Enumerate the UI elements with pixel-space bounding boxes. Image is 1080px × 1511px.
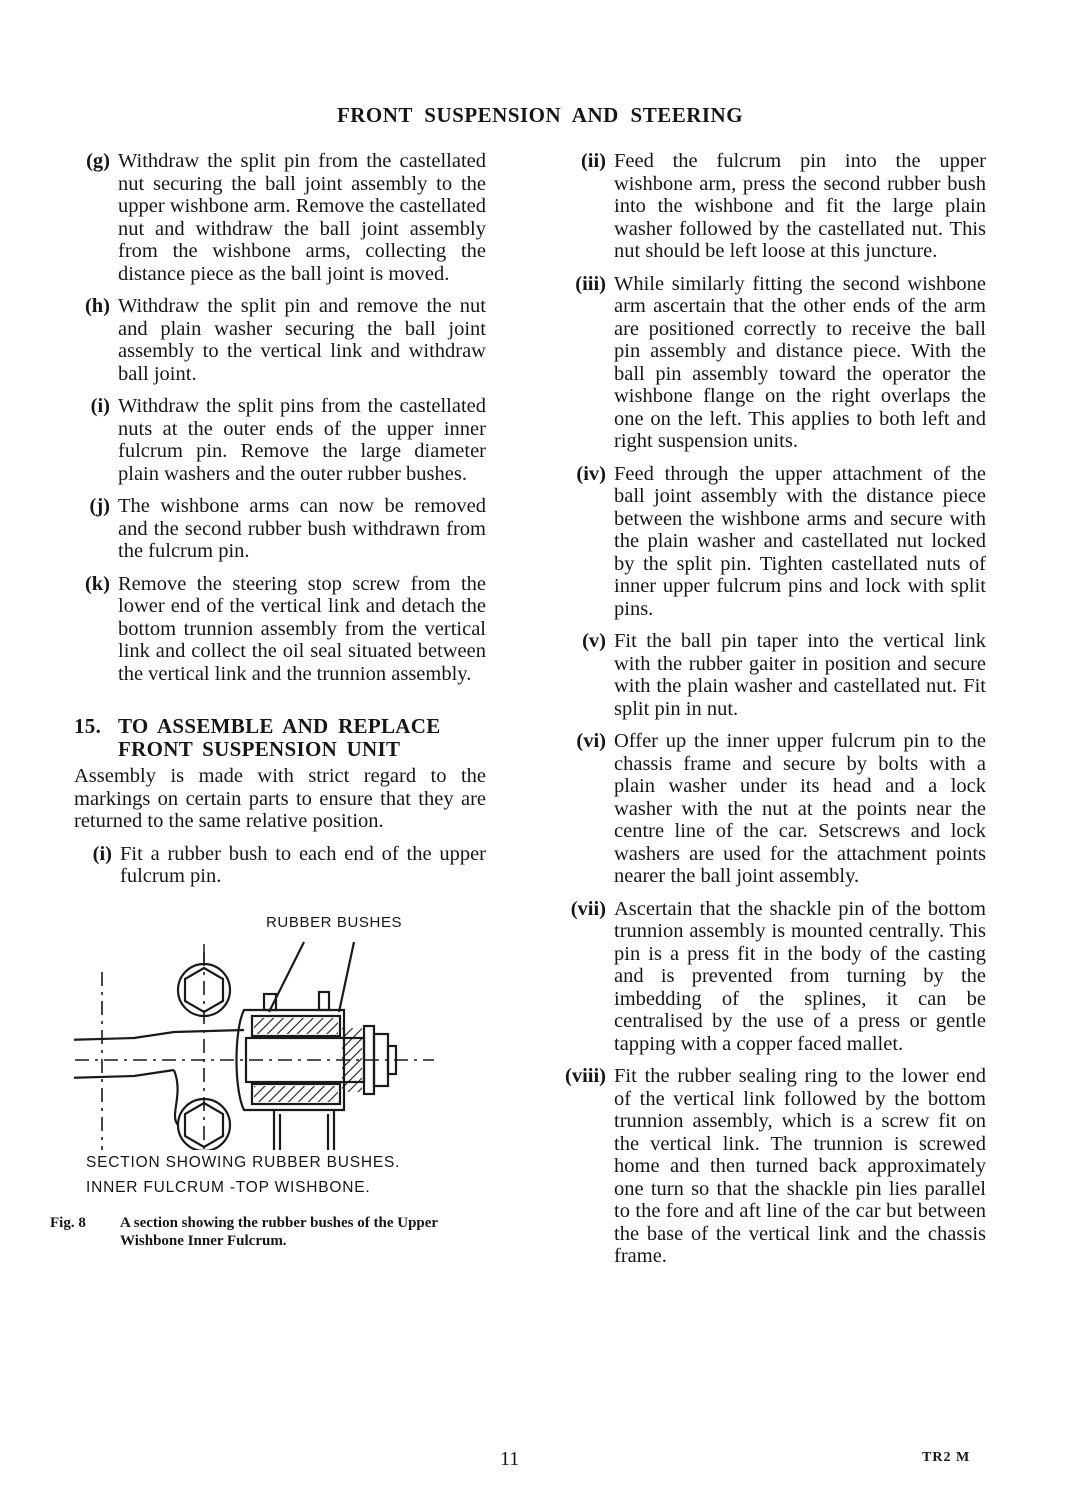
step-assemble-i <box>74 843 486 888</box>
step-label: (h) <box>84 295 110 317</box>
step-label: (iii) <box>575 272 606 295</box>
step-j <box>56 495 486 563</box>
step-h <box>56 295 486 385</box>
step-text: Withdraw the split pin from the castellated nut securing the ball joint assembly to the upper wishbone arm. Remove the castellated nut and withdraw the ball joint assembly from the wishbone arms, collecting the distance piece as the ball joint is moved. <box>118 150 486 285</box>
step-text: Fit the rubber sealing ring to the lower end of the vertical link followed by the bottom trunnion assembly, which is a screw fit on the vertical link. The trunnion is screwed home and then turned back approximately one turn so that the shackle pin lies parallel to the fore and aft line of the car but between the base of the vertical link and the chassis frame. <box>614 1065 986 1267</box>
step-g <box>56 150 486 285</box>
step-label: (i) <box>90 395 110 417</box>
step-vi <box>540 730 986 888</box>
step-k <box>56 573 486 686</box>
step-text: Withdraw the split pin and remove the nut and plain washer securing the ball joint assembly to the vertical link and withdraw ball joint. <box>118 295 486 385</box>
document-code: TR2 M <box>922 1450 971 1465</box>
step-text: Fit the ball pin taper into the vertical link with the rubber gaiter in position and secure with the plain washer and castellated nut. Fit split pin in nut. <box>614 630 986 720</box>
caption-line-1: SECTION SHOWING RUBBER BUSHES. <box>86 1153 401 1171</box>
right-column <box>540 150 986 1278</box>
fulcrum-section-drawing <box>74 900 494 1150</box>
figure-caption <box>86 1150 486 1200</box>
step-vii <box>540 898 986 1056</box>
step-viii <box>540 1065 986 1268</box>
section-number: 15. <box>74 714 102 738</box>
step-text: Withdraw the split pins from the castellated nuts at the outer ends of the upper inner fulcrum pin. Remove the large diameter plain washers and the outer rubber bushes. <box>118 395 486 485</box>
section-heading <box>74 715 486 761</box>
callout-label: RUBBER BUSHES <box>266 913 403 931</box>
step-text: Feed through the upper attachment of the ball joint assembly with the distance piece between the wishbone arms and secure with the plain washer and castellated nut locked by the split pin. Tighten castellated nuts of inner upper fulcrum pins and lock with split pins. <box>614 462 986 620</box>
step-i <box>56 395 486 485</box>
step-text: The wishbone arms can now be removed and the second rubber bush withdrawn from the fulcrum pin. <box>118 495 486 562</box>
step-iii <box>540 273 986 453</box>
step-text: Fit a rubber bush to each end of the upper fulcrum pin. <box>120 842 486 887</box>
step-iv <box>540 463 986 621</box>
step-label: (iv) <box>576 462 606 485</box>
step-v <box>540 630 986 720</box>
step-label: (viii) <box>565 1065 606 1087</box>
page-title: FRONT SUSPENSION AND STEERING <box>336 103 744 127</box>
caption-line-2: INNER FULCRUM -TOP WISHBONE. <box>86 1178 371 1196</box>
page-number: 11 <box>500 1448 520 1470</box>
section-intro: Assembly is made with strict regard to the markings on certain parts to ensure that they are returned to the same relative position. <box>74 765 486 832</box>
step-label: (vi) <box>576 730 606 752</box>
figure-8 <box>74 900 486 1150</box>
step-ii <box>540 150 986 263</box>
step-label: (ii) <box>580 150 606 172</box>
step-text: Ascertain that the shackle pin of the bottom trunnion assembly is mounted centrally. This pin is a press fit in the body of the casting and is prevented from turning by the imbedding of the splines, it can be centralised by the use of a press or gentle tapping with a copper faced mallet. <box>614 897 986 1055</box>
section-title: TO ASSEMBLE AND REPLACE FRONT SUSPENSION UNIT <box>118 714 441 761</box>
step-label: (g) <box>86 150 110 172</box>
step-label: (j) <box>89 495 110 517</box>
step-label: (k) <box>84 572 110 595</box>
assembly-section <box>50 714 486 1250</box>
step-text: Feed the fulcrum pin into the upper wishbone arm, press the second rubber bush into the wishbone and fit the large plain washer followed by the castellated nut. This nut should be left loose at this juncture. <box>614 150 986 262</box>
step-label: (vii) <box>570 897 606 920</box>
figure-description: A section showing the rubber bushes of the Upper Wishbone Inner Fulcrum. <box>120 1214 438 1249</box>
left-column <box>50 150 486 1250</box>
step-label: (i) <box>92 842 112 865</box>
step-text: While similarly fitting the second wishbone arm ascertain that the other ends of the arm are positioned correctly to receive the ball pin assembly and distance piece. With the ball pin assembly toward the operator the wishbone flange on the right overlaps the one on the left. This applies to both left and right suspension units. <box>614 272 986 452</box>
figure-title <box>50 1214 486 1250</box>
step-text: Remove the steering stop screw from the lower end of the vertical link and detach the bottom trunnion assembly from the vertical link and collect the oil seal situated between the vertical link and the trunnion assembly. <box>118 572 486 685</box>
step-label: (v) <box>582 630 606 652</box>
step-text: Offer up the inner upper fulcrum pin to the chassis frame and secure by bolts with a plain washer under its head and a lock washer with the nut at the points near the centre line of the car. Setscrews and lock washers are used for the attachment points nearer the ball joint assembly. <box>614 730 986 887</box>
figure-number: Fig. 8 <box>50 1214 86 1231</box>
